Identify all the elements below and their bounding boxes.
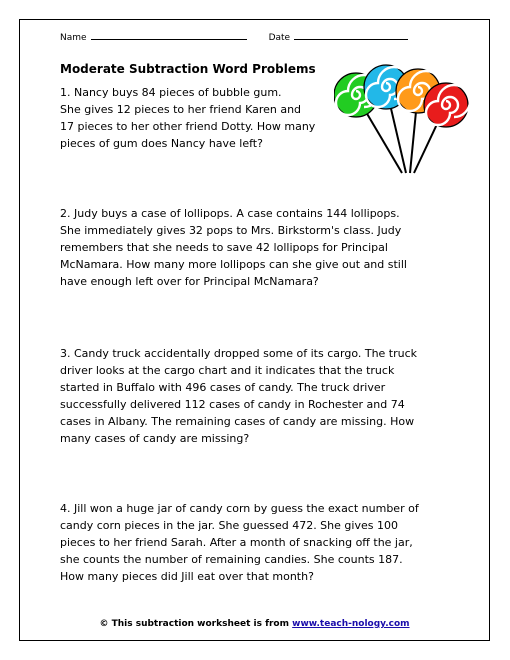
date-label: Date xyxy=(268,33,291,43)
header-row xyxy=(60,31,408,43)
footer-credit xyxy=(20,619,489,629)
problem-4: 4. Jill won a huge jar of candy corn by guess the exact number of candy corn pieces in the jar. She guessed 472. She gives 100 pieces to her friend Sarah. After a month of snacking off the jar, she counts the number of remaining candies. She counts 187. How many pieces did Jill eat over that month? xyxy=(60,502,419,583)
name-label: Name xyxy=(60,33,87,43)
problem-3: 3. Candy truck accidentally dropped some of its cargo. The truck driver looks at the cargo chart and it indicates that the truck started in Buffalo with 496 cases of candy. The truck driver successfully delivered 112 cases of candy in Rochester and 74 cases in Albany. The remaining cases of candy are missing. How many cases of candy are missing? xyxy=(60,347,418,445)
name-field-line[interactable] xyxy=(91,31,247,40)
worksheet-page xyxy=(19,19,490,641)
date-field-line[interactable] xyxy=(294,31,408,40)
footer-prefix: © This subtraction worksheet is from xyxy=(99,619,293,629)
worksheet-title: Moderate Subtraction Word Problems xyxy=(60,62,316,76)
footer-link[interactable]: www.teach-nology.com xyxy=(292,619,410,629)
lollipops-illustration xyxy=(334,47,474,187)
problem-1: 1. Nancy buys 84 pieces of bubble gum. She gives 12 pieces to her friend Karen and 17 pieces to her other friend Dotty. How many pieces of gum does Nancy have left? xyxy=(60,86,316,150)
problem-2: 2. Judy buys a case of lollipops. A case contains 144 lollipops. She immediately gives 32 pops to Mrs. Birkstorm's class. Judy remembers that she needs to save 42 lollipops for Principal McNamara. How many more lollipops can she give out and still have enough left over for Principal McNamara? xyxy=(60,207,407,288)
lollipop-red xyxy=(424,83,470,127)
